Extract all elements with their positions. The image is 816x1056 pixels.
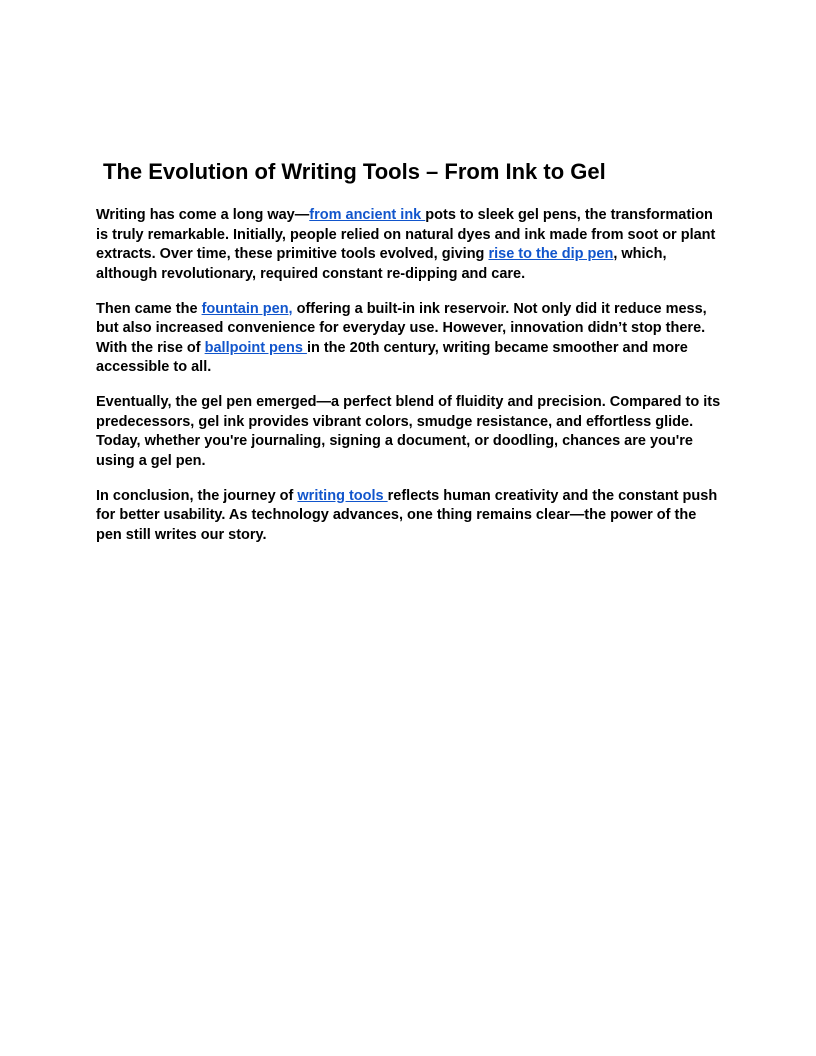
document-page xyxy=(96,156,724,561)
paragraph-text: offering a built-in ink reservoir. Not only did it reduce mess, but also increased convenience for everyday use. However, innovation didn’t stop there. With the rise of xyxy=(96,300,707,356)
paragraph-1 xyxy=(96,206,724,284)
paragraph-text: , which, although revolutionary, required constant re-dipping and care. xyxy=(96,246,667,282)
link-writing-tools[interactable]: writing tools xyxy=(297,487,388,504)
link-fountain-pen[interactable]: fountain pen, xyxy=(201,300,293,317)
paragraph-text: Then came the xyxy=(96,300,202,317)
link-from-ancient-ink[interactable]: from ancient ink xyxy=(309,207,426,223)
paragraph-2 xyxy=(96,300,724,378)
paragraph-text: reflects human creativity and the constant push for better usability. As technology advances, one thing remains clear—the power of the pen still writes our story. xyxy=(96,487,718,543)
document-title: The Evolution of Writing Tools – From Ink to Gel xyxy=(103,159,606,184)
link-ballpoint-pens[interactable]: ballpoint pens xyxy=(204,339,307,356)
paragraph-text: pots to sleek gel pens, the transformation is truly remarkable. Initially, people relied on natural dyes and ink made from soot or plant extracts. Over time, these primitive tools evolved, giving xyxy=(96,207,716,262)
paragraph-3 xyxy=(96,393,724,471)
paragraph-4 xyxy=(96,487,724,546)
link-rise-to-the-dip-pen[interactable]: rise to the dip pen xyxy=(488,246,614,262)
paragraph-text: in the 20th century, writing became smoother and more accessible to all. xyxy=(96,339,688,375)
paragraph-text: Eventually, the gel pen emerged—a perfect blend of fluidity and precision. Compared to its predecessors, gel ink provides vibrant colors, smudge resistance, and effortless glide. Today, whether you're journaling, signing a document, or doodling, chances are you're using a gel pen. xyxy=(96,394,721,469)
paragraph-text: In conclusion, the journey of xyxy=(96,487,298,504)
paragraph-text: Writing has come a long way— xyxy=(96,207,310,223)
